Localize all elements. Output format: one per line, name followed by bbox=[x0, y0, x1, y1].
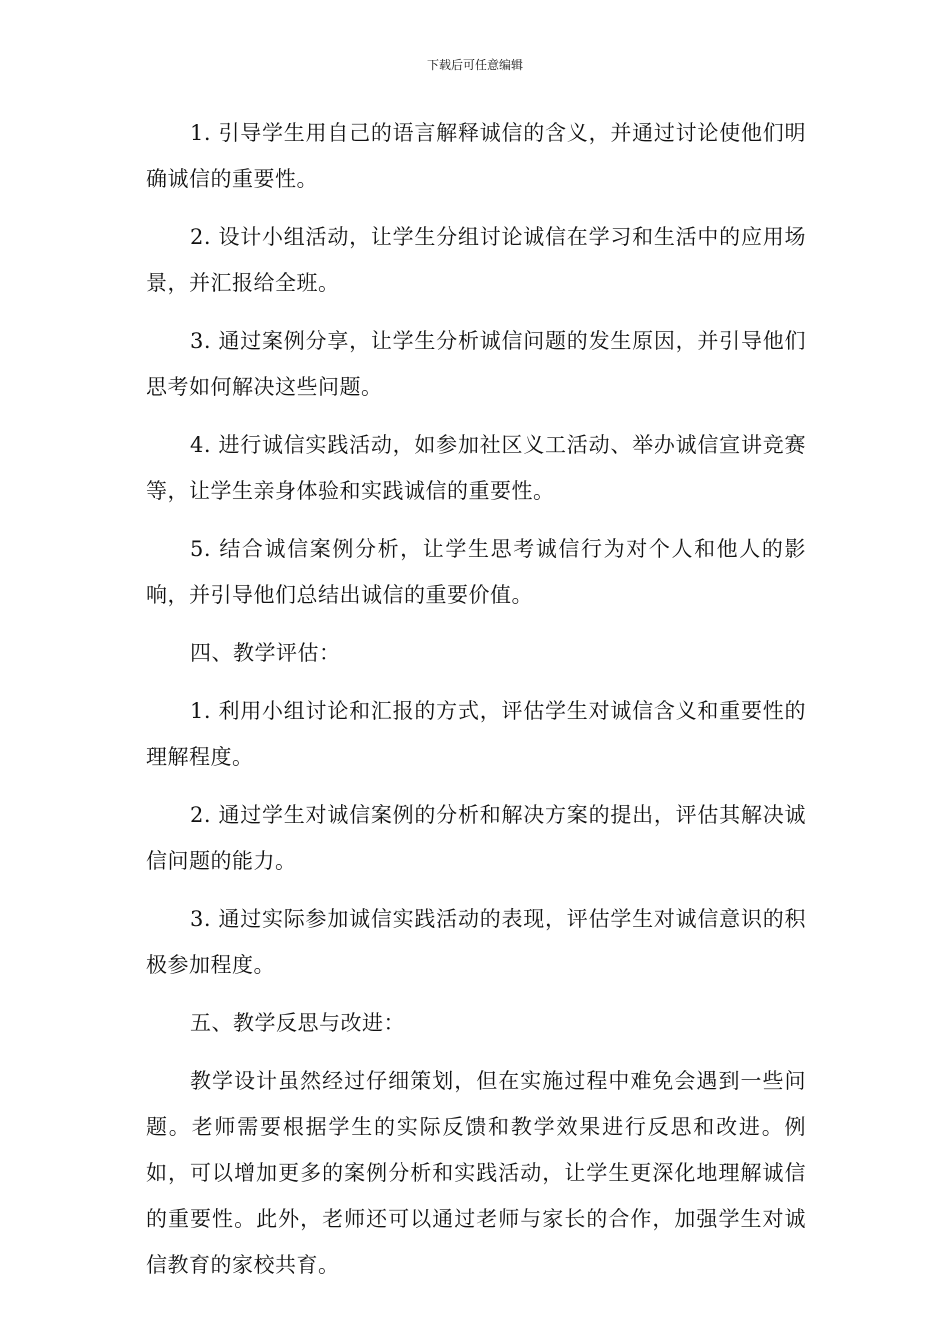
page-header-note: 下载后可任意编辑 bbox=[426, 58, 523, 72]
list-item-assess-practice: 3. 通过实际参加诚信实践活动的表现，评估学生对诚信意识的积极参加程度。 bbox=[146, 907, 806, 977]
list-item-case-sharing: 3. 通过案例分享，让学生分析诚信问题的发生原因，并引导他们思考如何解决这些问题。 bbox=[146, 329, 806, 399]
list-item-practice-activity: 4. 进行诚信实践活动，如参加社区义工活动、举办诚信宣讲竞赛等，让学生亲身体验和实践诚信的重要性。 bbox=[146, 433, 806, 503]
list-item-guide-meaning: 1. 引导学生用自己的语言解释诚信的含义，并通过讨论使他们明确诚信的重要性。 bbox=[146, 121, 806, 191]
list-item-assess-discussion: 1. 利用小组讨论和汇报的方式，评估学生对诚信含义和重要性的理解程度。 bbox=[146, 699, 806, 769]
document-body bbox=[146, 110, 806, 1288]
reflection-paragraph: 教学设计虽然经过仔细策划，但在实施过程中难免会遇到一些问题。老师需要根据学生的实际反馈和教学效果进行反思和改进。例如，可以增加更多的案例分析和实践活动，让学生更深化地理解诚信的重要性。此外，老师还可以通过老师与家长的合作，加强学生对诚信教育的家校共育。 bbox=[146, 1069, 806, 1277]
list-item-assess-solutions: 2. 通过学生对诚信案例的分析和解决方案的提出，评估其解决诚信问题的能力。 bbox=[146, 803, 806, 873]
list-item-group-activity: 2. 设计小组活动，让学生分组讨论诚信在学习和生活中的应用场景，并汇报给全班。 bbox=[146, 225, 806, 295]
list-item-case-analysis: 5. 结合诚信案例分析，让学生思考诚信行为对个人和他人的影响，并引导他们总结出诚信的重要价值。 bbox=[146, 537, 806, 607]
section-heading-reflection: 五、教学反思与改进： bbox=[190, 1011, 405, 1035]
section-heading-assessment: 四、教学评估： bbox=[190, 641, 341, 665]
